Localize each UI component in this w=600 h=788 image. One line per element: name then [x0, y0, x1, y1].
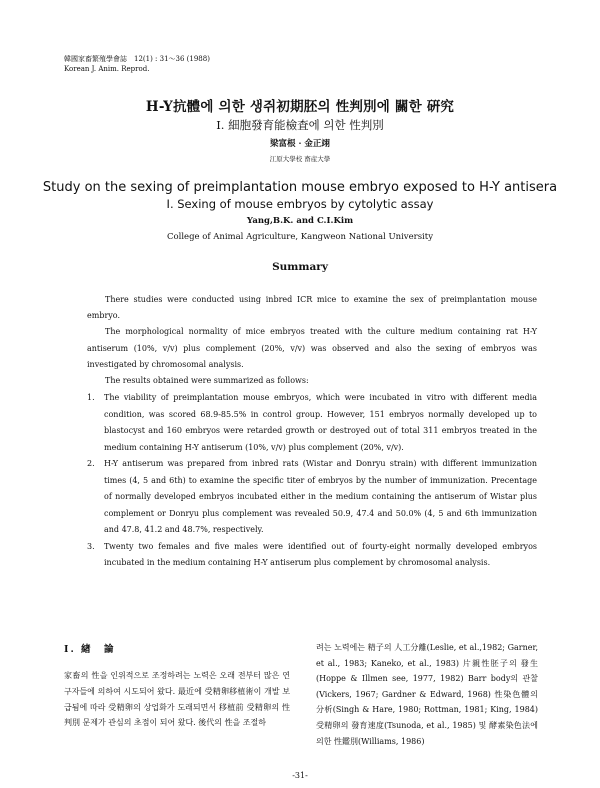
- summary-intro: [87, 292, 537, 389]
- introduction-heading: Ⅰ. 緖 論: [64, 644, 116, 655]
- result-item: [87, 539, 537, 572]
- result-number: 2.: [87, 459, 95, 468]
- summary-paragraph: There studies were conducted using inbred ICR mice to examine the sex of preimplantation mouse embryo.: [87, 295, 537, 321]
- result-number: 1.: [87, 393, 95, 402]
- korean-subtitle: Ⅰ. 細胞發育能檢査에 의한 性判別: [216, 118, 384, 132]
- summary-paragraph: The morphological normality of mice embryos treated with the culture medium containing rat H-Y antiserum (10%, v/v) plus complement (20%, v/v) was observed and also the sexing of embryos was investigated by chromosomal analysis.: [87, 327, 537, 369]
- english-title: Study on the sexing of preimplantation mouse embryo exposed to H-Y antisera: [42, 180, 558, 195]
- result-item: [87, 456, 537, 539]
- summary-results-list: [87, 390, 537, 572]
- result-item: [87, 390, 537, 456]
- english-affiliation: College of Animal Agriculture, Kangweon National University: [166, 232, 433, 242]
- page-number: -31-: [292, 771, 308, 780]
- english-authors: Yang,B.K. and C.I.Kim: [246, 216, 354, 226]
- english-subtitle: Ⅰ. Sexing of mouse embryos by cytolytic assay: [166, 197, 434, 211]
- introduction-right-column: 려는 노력에는 精子의 人工分離(Leslie, et al.,1982; Garner, et al., 1983; Kaneko, et al., 1983) 片親性胚子의 發生(Hoppe & Illmen see, 1977, 1982) Barr body의 관찰(Vickers, 1967; Gardner & Edward, 1968) 性染色體의 分析(Singh & Hare, 1980; Rottman, 1981; King, 1984) 受精卵의 發育速度(Tsunoda, et al., 1985) 및 酵素染色法에 의한 性鑑別(Williams, 1986): [316, 643, 538, 746]
- journal-english-name: Korean J. Anim. Reprod.: [64, 65, 150, 73]
- summary-heading: Summary: [272, 261, 328, 273]
- result-text: H-Y antiserum was prepared from inbred rats (Wistar and Donryu strain) with different immunization times (4, 5 and 6th) to examine the specific titer of embryos by the number of immunization. Precentage of normally developed embryos incubated either in the medium containing the antiserum of Wistar plus complement or Donryu plus complement was revealed 50.9, 47.4 and 50.0% (4, 5 and 6th immunization and 47.8, 41.2 and 48.7%, respectively.: [104, 459, 537, 534]
- korean-affiliation: 江原大學校 畜産大學: [269, 155, 331, 163]
- journal-citation: 韓國家畜繁殖學會誌 12(1) : 31～36 (1988): [64, 55, 210, 63]
- journal-info: [64, 54, 210, 74]
- result-text: Twenty two females and five males were identified out of fourty-eight normally developed embryos incubated in the medium containing H-Y antiserum plus complement by chromosomal analysis.: [104, 541, 537, 567]
- korean-authors: 梁富根 · 金正翊: [270, 139, 330, 149]
- summary-paragraph: The results obtained were summarized as follows:: [105, 376, 309, 386]
- result-text: The viability of preimplantation mouse embryos, which were incubated in vitro with different media condition, was scored 68.9-85.5% in control group. However, 151 embryos normally developed up to blastocyst and 160 embryos were retarded growth or destroyed out of total 311 embryos treated in the medium containing H-Y antiserum (10%, v/v) plus complement (20%, v/v).: [104, 393, 537, 452]
- korean-title: H-Y抗體에 의한 생쥐初期胚의 性判別에 關한 硏究: [145, 99, 455, 115]
- result-number: 3.: [87, 541, 95, 551]
- introduction-left-column: 家畜의 性을 인위적으로 조정하려는 노력은 오래 전부터 많은 연구자들에 의하여 시도되어 왔다. 最近에 受精卵移植術이 개발 보급됨에 따라 受精卵의 상업화가 도래되면서 移植前 受精卵의 性判別 문제가 관심의 초점이 되어 왔다. 後代의 性을 조절하: [64, 671, 290, 728]
